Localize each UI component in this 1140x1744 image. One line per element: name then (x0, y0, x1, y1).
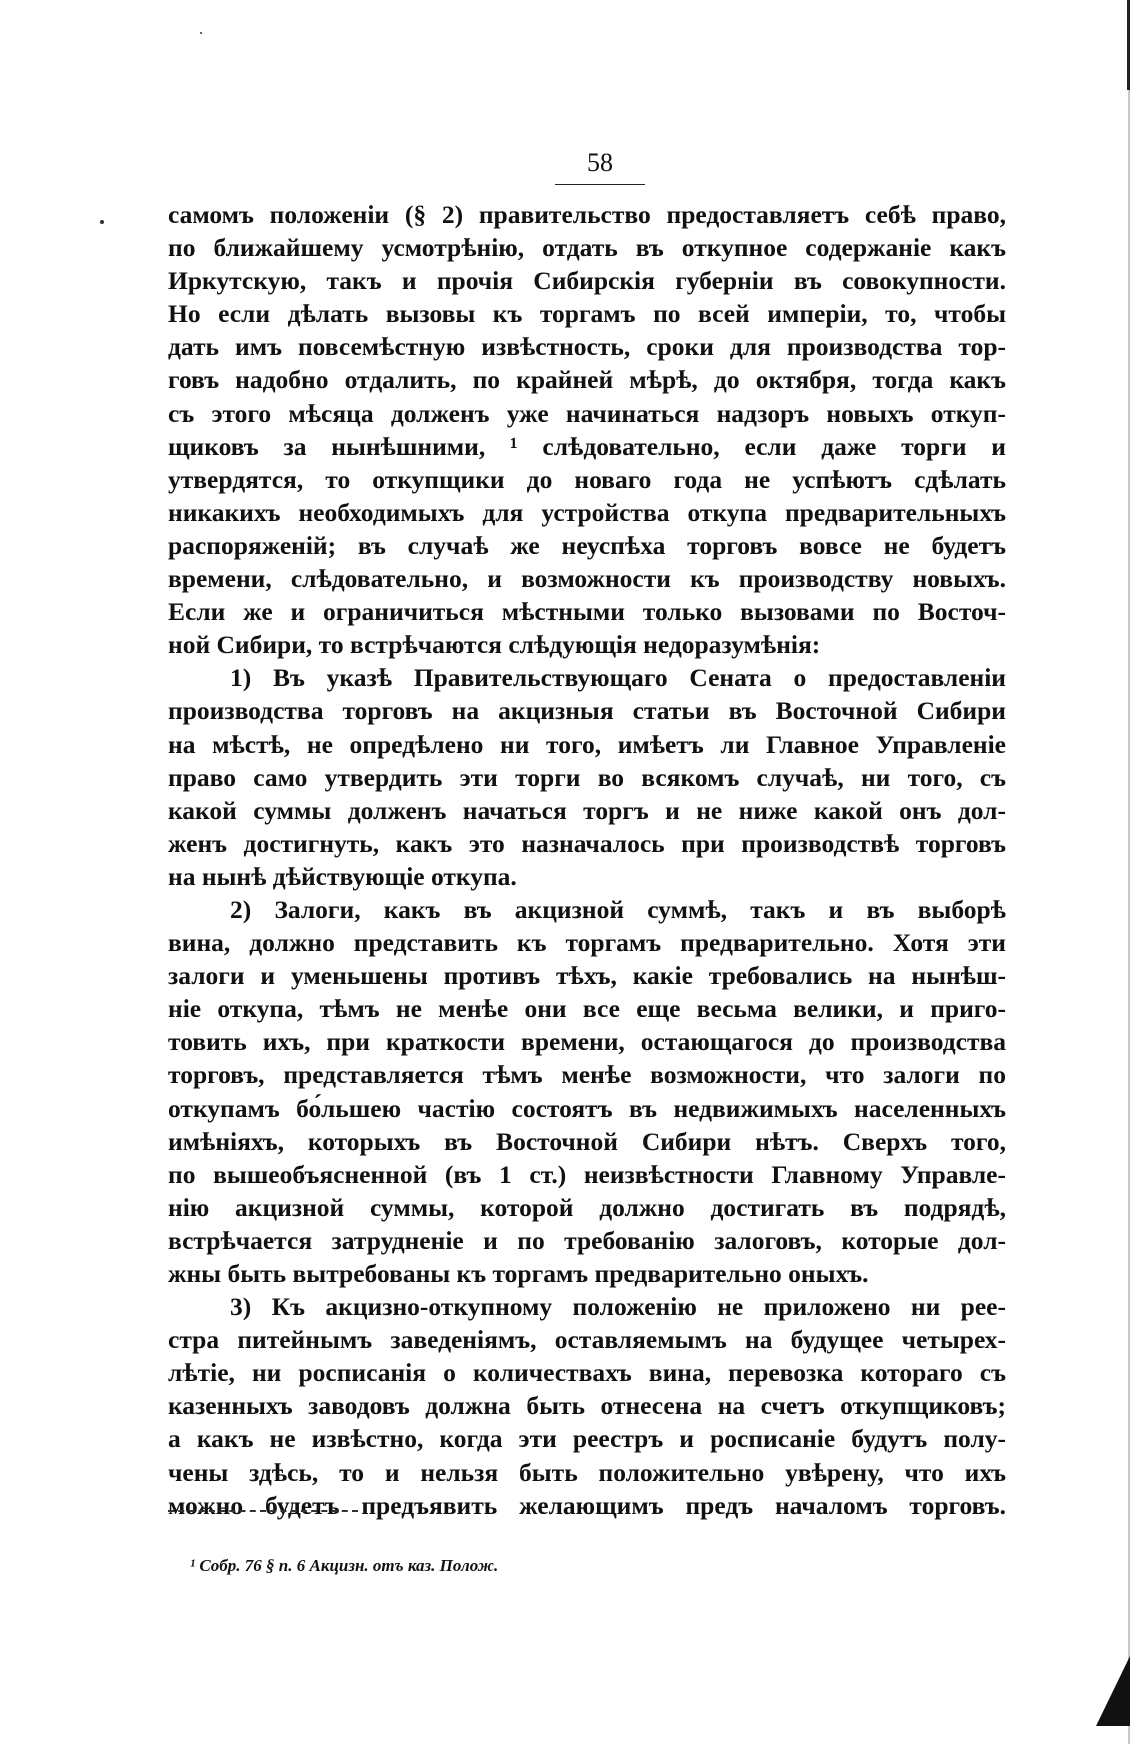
text-line: женъ достигнуть, какъ это назначалось при производствѣ торговъ (168, 828, 1006, 858)
text-line: съ этого мѣсяца долженъ уже начинаться надзоръ новыхъ откуп- (168, 398, 1006, 428)
scan-edge-bottom-mark (1096, 1656, 1130, 1726)
text-line: можно будетъ предъявить желающимъ предъ началомъ торговъ. (168, 1490, 1006, 1520)
footnote-rule (168, 1510, 358, 1512)
paragraph-start-line: 2) Залоги, какъ въ акцизной суммѣ, такъ и въ выборѣ (230, 894, 1006, 924)
text-line: Если же и ограничиться мѣстными только вызовами по Восточ- (168, 597, 1006, 627)
text-line: говъ надобно отдалить, по крайней мѣрѣ, до октября, тогда какъ (168, 365, 1006, 395)
text-line: дать имъ повсемѣстную извѣстность, сроки для производства тор- (168, 332, 1006, 362)
text-line: встрѣчается затрудненіе и по требованію залоговъ, которые дол- (168, 1225, 1006, 1255)
text-line: Иркутскую, такъ и прочія Сибирскія губерніи въ совокупности. (168, 266, 1006, 296)
text-line: торговъ, представляется тѣмъ менѣе возможности, что залоги по (168, 1060, 1006, 1090)
page-number-rule (555, 184, 645, 185)
scan-edge-line (1128, 0, 1130, 1744)
text-line: на мѣстѣ, не опредѣлено ни того, имѣетъ ли Главное Управленіе (168, 729, 1006, 759)
paragraph-start-line: 3) Къ акцизно-откупному положенію не приложено ни рее- (230, 1292, 1006, 1322)
text-line: лѣтіе, ни росписанія о количествахъ вина, перевозка котораго съ (168, 1358, 1006, 1388)
scan-edge-top-mark (1127, 0, 1130, 90)
text-line: утвердятся, то откупщики до новаго года не успѣютъ сдѣлать (168, 464, 1006, 494)
text-line: щиковъ за нынѣшними, ¹ слѣдовательно, если даже торги и (168, 431, 1006, 461)
text-line: по ближайшему усмотрѣнію, отдать въ откупное содержаніе какъ (168, 233, 1006, 263)
text-line: жны быть вытребованы къ торгамъ предварительно оныхъ. (168, 1259, 869, 1288)
text-line: времени, слѣдовательно, и возможности къ производству новыхъ. (168, 564, 1006, 594)
text-line: ной Сибири, то встрѣчаются слѣдующія недоразумѣнія: (168, 630, 821, 660)
text-line: производства торговъ на акцизныя статьи въ Восточной Сибири (168, 696, 1006, 726)
text-line: имѣніяхъ, которыхъ въ Восточной Сибири нѣтъ. Сверхъ того, (168, 1126, 1006, 1156)
text-line: на нынѣ дѣйствующіе откупа. (168, 861, 517, 891)
paragraph-start-line: 1) Въ указѣ Правительствующаго Сената о предоставленіи (230, 663, 1006, 693)
text-line: казенныхъ заводовъ должна быть отнесена на счетъ откупщиковъ; (168, 1391, 1006, 1421)
text-line: ніе откупа, тѣмъ не менѣе они все еще весьма велики, и приго- (168, 994, 1006, 1024)
text-line: стра питейнымъ заведеніямъ, оставляемымъ на будущее четырех- (168, 1325, 1006, 1355)
body-text (168, 198, 1006, 1522)
text-line: вина, должно представить къ торгамъ предварительно. Хотя эти (168, 928, 1006, 958)
text-line: товить ихъ, при краткости времени, остающагося до производства (168, 1027, 1006, 1057)
text-line: по вышеобъясненной (въ 1 ст.) неизвѣстности Главному Управле- (168, 1159, 1006, 1189)
text-line: какой суммы долженъ начаться торгъ и не ниже какой онъ дол- (168, 795, 1006, 825)
scan-speck (100, 220, 104, 224)
text-line: откупамъ бо́льшею частію состоятъ въ недвижимыхъ населенныхъ (168, 1093, 1006, 1123)
text-line: нію акцизной суммы, которой должно достигать въ подрядѣ, (168, 1192, 1006, 1222)
text-line: распоряженій; въ случаѣ же неуспѣха торговъ вовсе не будетъ (168, 530, 1006, 560)
text-line: а какъ не извѣстно, когда эти реестръ и росписаніе будутъ полу- (168, 1424, 1006, 1454)
footnote: ¹ Собр. 76 § п. 6 Акцизн. отъ каз. Полож. (190, 1556, 499, 1575)
scan-speck (200, 32, 202, 34)
text-line: чены здѣсь, то и нельзя быть положительно увѣрену, что ихъ (168, 1457, 1006, 1487)
text-line: никакихъ необходимыхъ для устройства откупа предварительныхъ (168, 497, 1006, 527)
text-line: Но если дѣлать вызовы къ торгамъ по всей имперіи, то, чтобы (168, 299, 1006, 329)
text-line: самомъ положеніи (§ 2) правительство предоставляетъ себѣ право, (168, 200, 1006, 229)
text-line: право само утвердить эти торги во всякомъ случаѣ, ни того, съ (168, 762, 1006, 792)
page-number: 58 (587, 148, 613, 177)
text-line: залоги и уменьшены противъ тѣхъ, какіе требовались на нынѣш- (168, 961, 1006, 991)
